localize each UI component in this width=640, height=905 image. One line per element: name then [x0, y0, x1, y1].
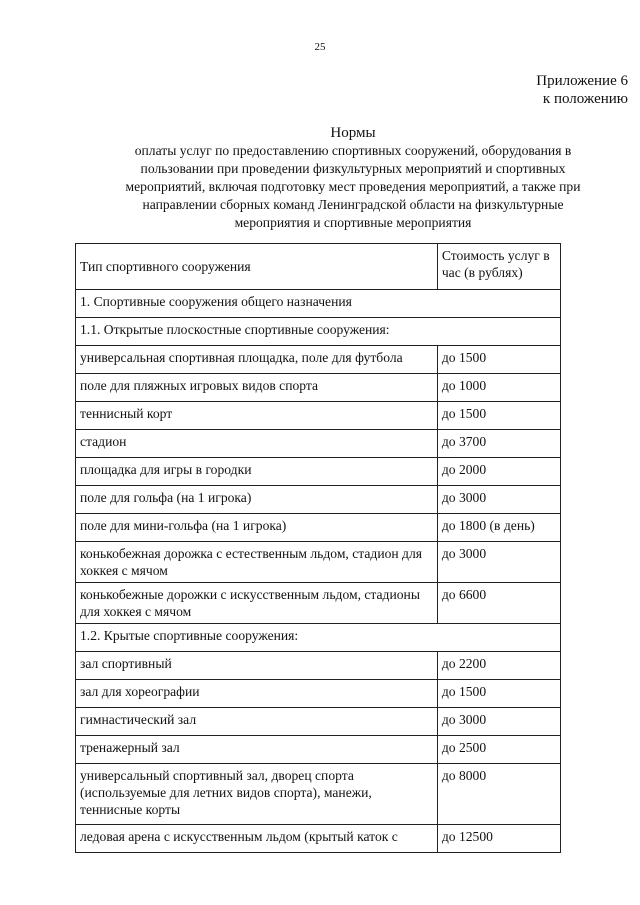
price-cell: до 8000 — [437, 764, 560, 825]
document-title: Нормы — [330, 125, 376, 141]
table-row — [76, 514, 561, 542]
facility-type-cell: тренажерный зал — [76, 736, 438, 764]
facility-type-cell: стадион — [76, 430, 438, 458]
section-row — [76, 624, 561, 652]
price-cell: до 1500 — [437, 346, 560, 374]
subtitle-line: направлении сборных команд Ленинградской области на физкультурные — [142, 197, 564, 212]
subtitle-line: пользовании при проведении физкультурных мероприятий и спортивных — [140, 161, 566, 176]
price-cell: до 3000 — [437, 708, 560, 736]
page-number: 25 — [314, 41, 326, 53]
table-row — [76, 374, 561, 402]
price-cell: до 1800 (в день) — [437, 514, 560, 542]
price-cell: до 2000 — [437, 458, 560, 486]
table-row — [76, 583, 561, 624]
facility-type-cell: конькобежная дорожка с естественным льдом, стадион для хоккея с мячом — [76, 542, 438, 583]
facility-type-cell: поле для мини-гольфа (на 1 игрока) — [76, 514, 438, 542]
price-cell: до 1500 — [437, 402, 560, 430]
facility-type-cell: гимнастический зал — [76, 708, 438, 736]
price-cell: до 12500 — [437, 825, 560, 853]
facility-type-cell: зал спортивный — [76, 652, 438, 680]
table-row — [76, 486, 561, 514]
document-subtitle — [94, 142, 612, 232]
price-cell: до 3000 — [437, 486, 560, 514]
table-row — [76, 680, 561, 708]
appendix-note — [328, 72, 628, 108]
facility-type-cell: зал для хореографии — [76, 680, 438, 708]
appendix-line: Приложение 6 — [536, 73, 628, 89]
table-row — [76, 402, 561, 430]
table-row — [76, 346, 561, 374]
subtitle-line: мероприятий, включая подготовку мест проведения мероприятий, а также при — [125, 179, 581, 194]
price-cell: до 3000 — [437, 542, 560, 583]
price-cell: до 3700 — [437, 430, 560, 458]
facility-type-cell: универсальная спортивная площадка, поле для футбола — [76, 346, 438, 374]
table-row — [76, 652, 561, 680]
section-cell: 1. Спортивные сооружения общего назначения — [76, 290, 561, 318]
table-row — [76, 708, 561, 736]
table-row — [76, 430, 561, 458]
section-row — [76, 318, 561, 346]
table-header-row — [76, 244, 561, 290]
facility-type-cell: поле для пляжных игровых видов спорта — [76, 374, 438, 402]
section-row — [76, 290, 561, 318]
price-cell: до 6600 — [437, 583, 560, 624]
facility-type-cell: ледовая арена с искусственным льдом (крытый каток с — [76, 825, 438, 853]
facility-type-cell: теннисный корт — [76, 402, 438, 430]
norms-table — [75, 243, 561, 853]
table-row — [76, 736, 561, 764]
facility-type-cell: универсальный спортивный зал, дворец спорта (используемые для летних видов спорта), манежи, теннисные корты — [76, 764, 438, 825]
subtitle-line: мероприятия и спортивные мероприятия — [234, 215, 472, 230]
header-type-cell: Тип спортивного сооружения — [76, 244, 438, 290]
header-price-cell: Стоимость услуг в час (в рублях) — [437, 244, 560, 290]
facility-type-cell: конькобежные дорожки с искусственным льдом, стадионы для хоккея с мячом — [76, 583, 438, 624]
price-cell: до 2500 — [437, 736, 560, 764]
table-row — [76, 542, 561, 583]
table-row — [76, 458, 561, 486]
price-cell: до 2200 — [437, 652, 560, 680]
appendix-line: к положению — [542, 91, 628, 107]
table-row — [76, 764, 561, 825]
facility-type-cell: площадка для игры в городки — [76, 458, 438, 486]
facility-type-cell: поле для гольфа (на 1 игрока) — [76, 486, 438, 514]
price-cell: до 1000 — [437, 374, 560, 402]
price-cell: до 1500 — [437, 680, 560, 708]
section-cell: 1.2. Крытые спортивные сооружения: — [76, 624, 561, 652]
table-row — [76, 825, 561, 853]
section-cell: 1.1. Открытые плоскостные спортивные сооружения: — [76, 318, 561, 346]
subtitle-line: оплаты услуг по предоставлению спортивных сооружений, оборудования в — [134, 143, 572, 158]
